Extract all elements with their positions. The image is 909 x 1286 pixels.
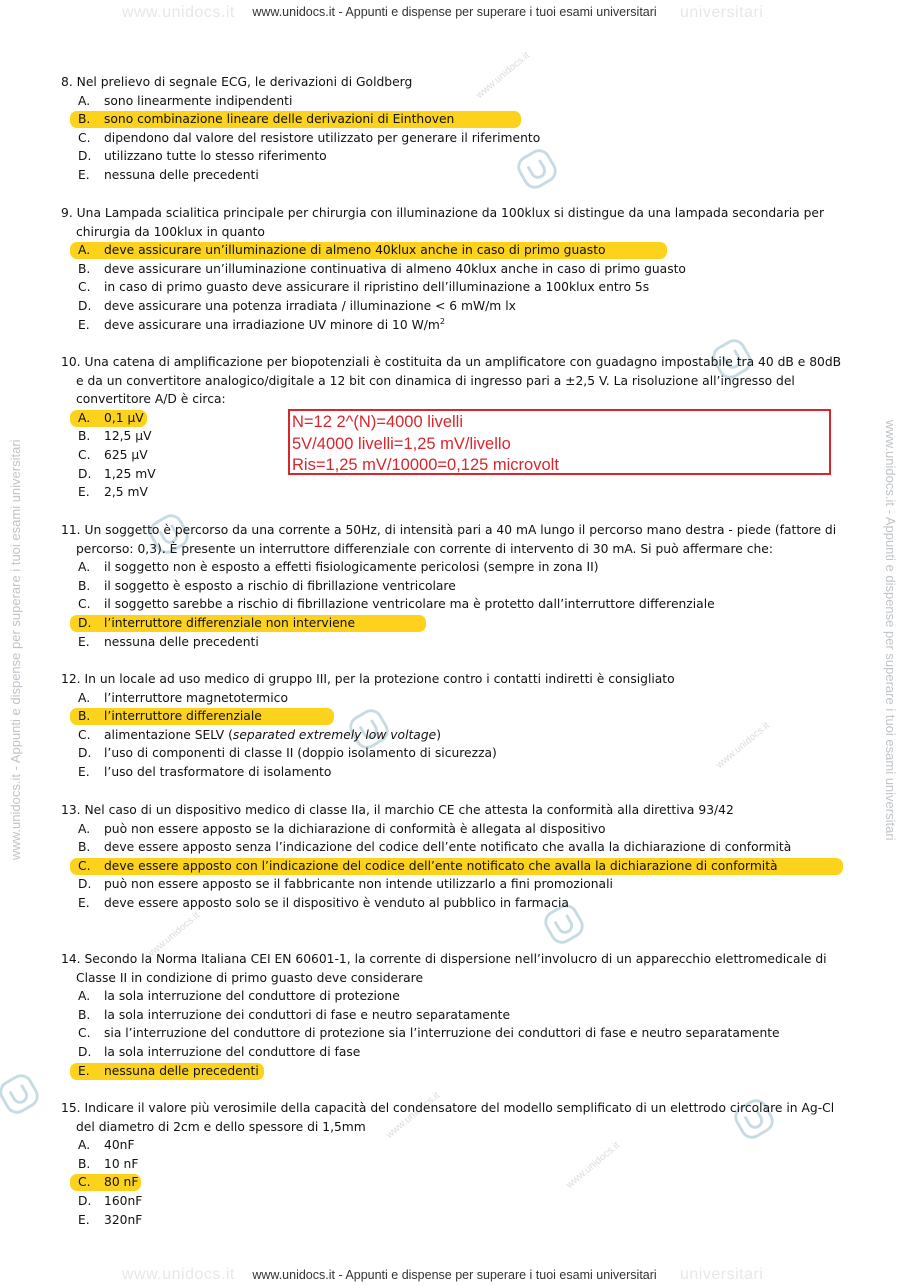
ghost-watermark-right: universitari xyxy=(680,4,764,21)
question-text: 13. Nel caso di un dispositivo medico di classe IIa, il marchio CE che attesta la conformità alla direttiva 93/42 xyxy=(61,803,734,817)
option-a: A. il soggetto non è esposto a effetti fisiologicamente pericolosi (sempre in zona II) xyxy=(78,560,599,575)
question-text: 15. Indicare il valore più verosimile della capacità del condensatore del modello semplificato di un elettrodo circolare in Ag-Cl del diametro di 2cm e dello spessore di 1,5mm xyxy=(61,1101,835,1134)
option-e: E. nessuna delle precedenti xyxy=(78,634,259,649)
option-e: E. 320nF xyxy=(78,1212,143,1227)
option-c: C. dipendono dal valore del resistore utilizzato per generare il riferimento xyxy=(78,130,541,145)
diagonal-watermark: www.unidocs.it xyxy=(564,1140,622,1191)
side-watermark-right: www.unidocs.it - Appunti e dispense per superare i tuoi esami universitari xyxy=(883,420,898,841)
question-text: 10. Una catena di amplificazione per biopotenziali è costituita da un amplificatore con guadagno impostabile tra 40 dB e 80dB e da un convertitore analogico/digitale a 12 bit con dinamica di ingresso pari a ±2,5 V. La risoluzione all’ingresso del convertitore A/D è circa: xyxy=(61,355,842,407)
option-c: C. il soggetto sarebbe a rischio di fibrillazione ventricolare ma è protetto dall’interruttore differenziale xyxy=(78,597,715,612)
option-e: E. deve assicurare una irradiazione UV minore di 10 $W/m^2$ xyxy=(78,316,445,332)
option-d: D. 160nF xyxy=(78,1193,143,1208)
diagonal-watermark: www.unidocs.it xyxy=(474,50,532,101)
option-c: C. in caso di primo guasto deve assicurare il ripristino dell’illuminazione a 100klux entro 5s xyxy=(78,280,650,295)
option-a: A. la sola interruzione del conduttore di protezione xyxy=(78,989,400,1004)
option-b-highlighted: B. sono combinazione lineare delle derivazioni di Einthoven xyxy=(61,110,851,129)
option-c: C. alimentazione SELV (separated extremely low voltage) xyxy=(78,727,442,742)
option-e: E. 2,5 mV xyxy=(78,485,148,500)
option-a: A. 40nF xyxy=(78,1138,135,1153)
question-text: 8. Nel prelievo di segnale ECG, le derivazioni di Goldberg xyxy=(61,75,413,89)
option-e-highlighted: E. nessuna delle precedenti xyxy=(61,1062,851,1081)
question-13 xyxy=(61,801,851,913)
option-b: B. 10 nF xyxy=(78,1156,139,1171)
option-b: B. 12,5 µV xyxy=(78,429,152,444)
annotation-line: Ris=1,25 mV/10000=0,125 microvolt xyxy=(292,456,559,474)
annotation-line: N=12 2^(N)=4000 livelli xyxy=(292,413,463,431)
option-b: B. deve assicurare un’illuminazione continuativa di almeno 40klux anche in caso di primo guasto xyxy=(78,261,686,276)
question-14 xyxy=(61,950,851,1080)
option-d: D. utilizzano tutte lo stesso riferimento xyxy=(78,149,327,164)
option-d-highlighted: D. l’interruttore differenziale non interviene xyxy=(61,614,851,633)
option-c: C. sia l’interruzione del conduttore di protezione sia l’interruzione dei conduttori di fase e neutro separatamente xyxy=(78,1026,780,1041)
option-b: B. deve essere apposto senza l’indicazione del codice dell’ente notificato che avalla la dichiarazione di conformità xyxy=(78,840,792,855)
side-watermark-left: www.unidocs.it - Appunti e dispense per superare i tuoi esami universitari xyxy=(8,439,23,860)
question-9 xyxy=(61,204,851,334)
option-a: A. l’interruttore magnetotermico xyxy=(78,690,288,705)
question-8 xyxy=(61,73,851,185)
question-text: 11. Un soggetto è percorso da una corrente a 50Hz, di intensità pari a 40 mA lungo il percorso mano destra - piede (fattore di percorso: 0,3). È presente un interruttore differenziale con corrente di intervento di 30 mA. Si può affermare che: xyxy=(61,523,837,556)
option-a: A. sono linearmente indipendenti xyxy=(78,93,293,108)
question-15 xyxy=(61,1099,851,1229)
option-d: D. l’uso di componenti di classe II (doppio isolamento di sicurezza) xyxy=(78,746,497,761)
option-b: B. la sola interruzione dei conduttori di fase e neutro separatamente xyxy=(78,1007,511,1022)
diagonal-watermark: www.unidocs.it xyxy=(384,1090,442,1141)
question-text: 9. Una Lampada scialitica principale per chirurgia con illuminazione da 100klux si distingue da una lampada secondaria per chirurgia da 100klux in quanto xyxy=(61,206,825,239)
option-d: D. deve assicurare una potenza irradiata / illuminazione < 6 mW/m lx xyxy=(78,298,516,313)
option-d: D. può non essere apposto se il fabbricante non intende utilizzarlo a fini promozionali xyxy=(78,877,613,892)
question-text: 14. Secondo la Norma Italiana CEI EN 60601-1, la corrente di dispersione nell’involucro di un apparecchio elettromedicale di Classe II in condizione di primo guasto deve considerare xyxy=(61,952,827,985)
page-footer: www.unidocs.it - Appunti e dispense per superare i tuoi esami universitari xyxy=(252,1268,657,1282)
ghost-watermark-left: www.unidocs.it xyxy=(122,4,235,21)
option-e: E. deve essere apposto solo se il dispositivo è venduto al pubblico in farmacia xyxy=(78,895,569,910)
question-text: 12. In un locale ad uso medico di gruppo III, per la protezione contro i contatti indiretti è consigliato xyxy=(61,672,675,686)
option-c-highlighted: C. deve essere apposto con l’indicazione del codice dell’ente notificato che avalla la dichiarazione di conformità xyxy=(61,857,851,876)
option-b-highlighted: B. l’interruttore differenziale xyxy=(61,707,851,726)
handwritten-calculation-box xyxy=(288,409,831,475)
option-b: B. il soggetto è esposto a rischio di fibrillazione ventricolare xyxy=(78,578,456,593)
option-a-highlighted: A. 0,1 µV xyxy=(61,409,851,428)
option-c: C. 625 µV xyxy=(78,447,148,462)
option-e: E. nessuna delle precedenti xyxy=(78,167,259,182)
page-header: www.unidocs.it - Appunti e dispense per superare i tuoi esami universitari xyxy=(252,5,657,19)
ghost-watermark-left: www.unidocs.it xyxy=(122,1266,235,1283)
option-e: E. l’uso del trasformatore di isolamento xyxy=(78,764,332,779)
ghost-watermark-right: universitari xyxy=(680,1266,764,1283)
option-d: D. la sola interruzione del conduttore di fase xyxy=(78,1044,361,1059)
question-11 xyxy=(61,521,851,651)
option-c-highlighted: C. 80 nF xyxy=(61,1173,851,1192)
option-a: A. può non essere apposto se la dichiarazione di conformità è allegata al dispositivo xyxy=(78,821,606,836)
question-12 xyxy=(61,670,851,782)
option-d: D. 1,25 mV xyxy=(78,466,156,481)
diagonal-watermark: www.unidocs.it xyxy=(144,910,202,961)
option-a-highlighted: A. deve assicurare un’illuminazione di almeno 40klux anche in caso di primo guasto xyxy=(61,241,851,260)
annotation-line: 5V/4000 livelli=1,25 mV/livello xyxy=(292,434,511,453)
diagonal-watermark: www.unidocs.it xyxy=(714,720,772,771)
